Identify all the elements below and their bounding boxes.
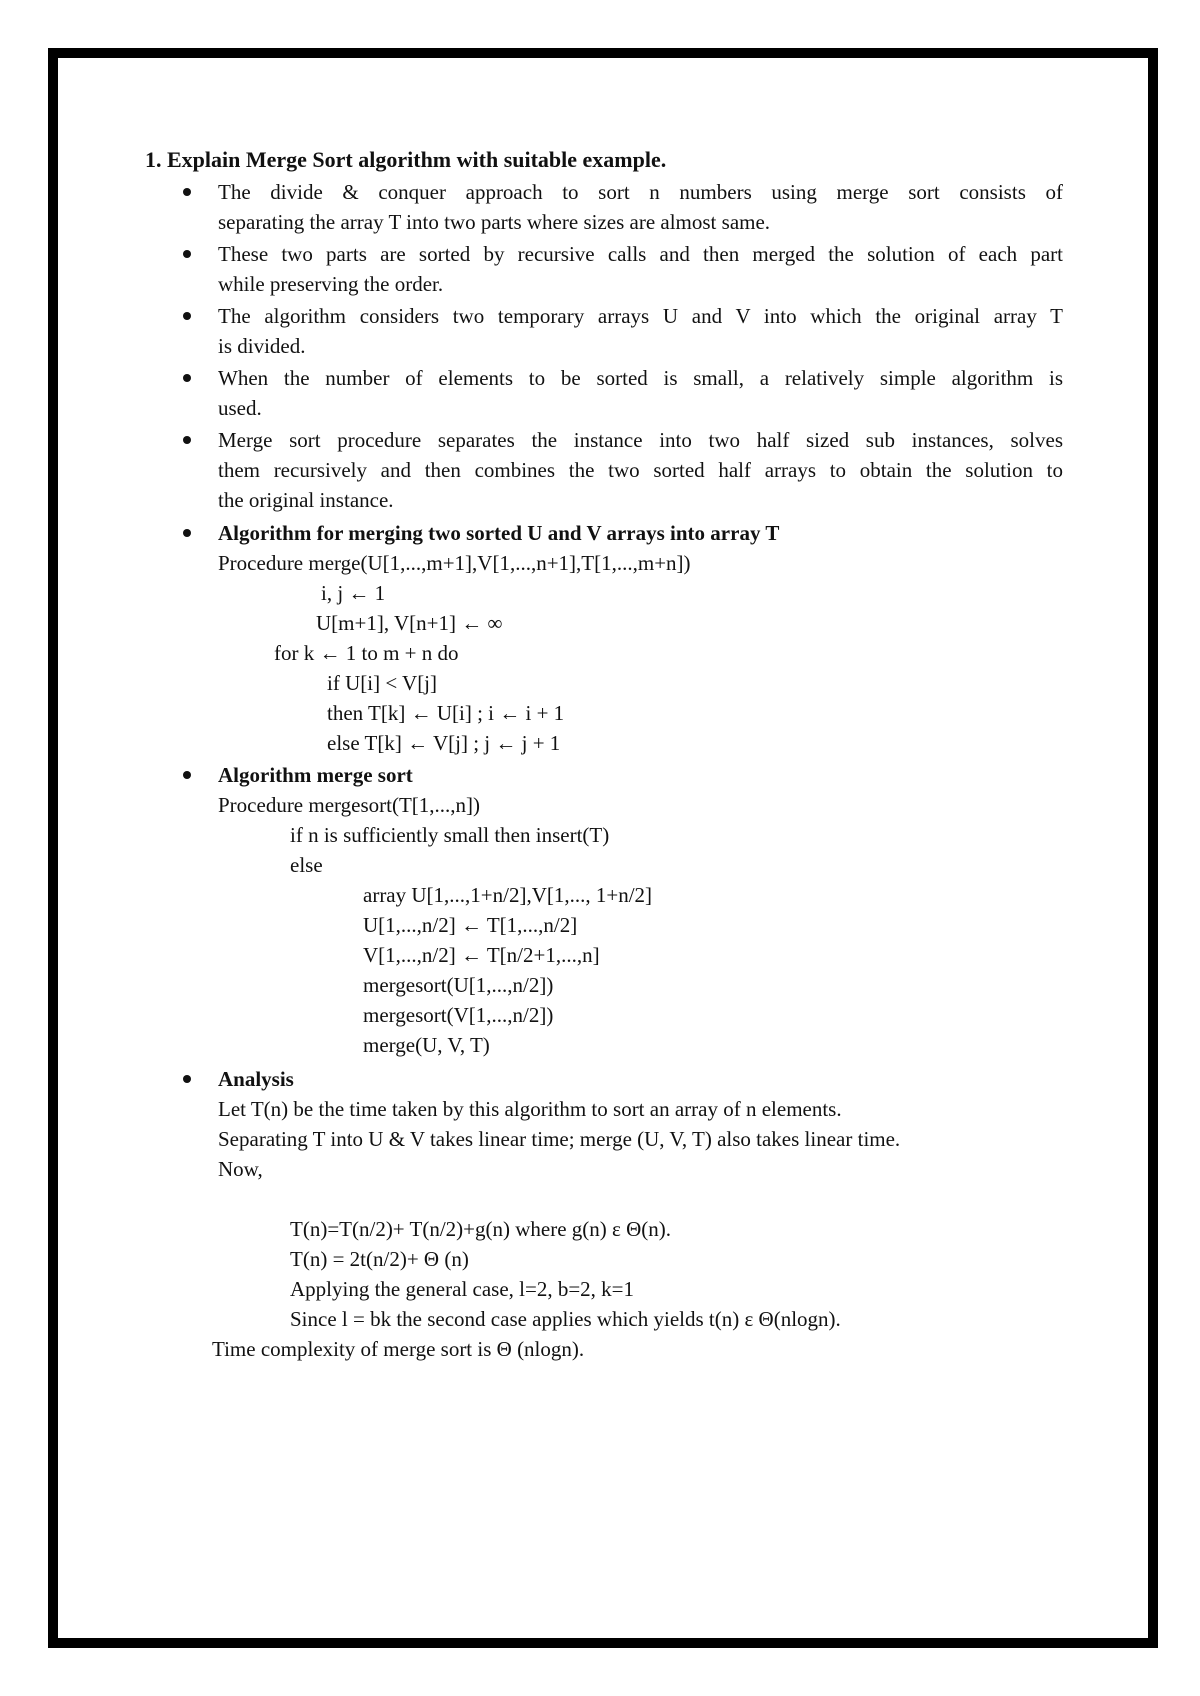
bullet-3-line-1: The algorithm considers two temporary arrays U and V into which the original array T xyxy=(218,304,1063,328)
bullet-2-line-1: These two parts are sorted by recursive calls and then merged the solution of each part xyxy=(218,242,1063,266)
merge-algorithm-heading: Algorithm for merging two sorted U and V arrays into array T xyxy=(218,521,780,545)
code-line: mergesort(V[1,...,n/2]) xyxy=(363,1003,554,1027)
code-line: else xyxy=(290,853,323,877)
code-line: array U[1,...,1+n/2],V[1,..., 1+n/2] xyxy=(363,883,653,907)
analysis-line: Let T(n) be the time taken by this algorithm to sort an array of n elements. xyxy=(218,1097,842,1121)
bullet-dot xyxy=(183,374,191,382)
code-line: Procedure mergesort(T[1,...,n]) xyxy=(218,793,481,817)
bullet-dot xyxy=(183,436,191,444)
code-line: mergesort(U[1,...,n/2]) xyxy=(363,973,554,997)
bullet-dot xyxy=(183,250,191,258)
analysis-math-line: Applying the general case, l=2, b=2, k=1 xyxy=(290,1277,635,1301)
bullet-dot xyxy=(183,312,191,320)
bullet-dot xyxy=(183,188,191,196)
bullet-5-line-2: them recursively and then combines the two sorted half arrays to obtain the solution to xyxy=(218,458,1063,482)
analysis-line: Now, xyxy=(218,1157,263,1181)
analysis-math-line: Since l = bk the second case applies which yields t(n) ε Θ(nlogn). xyxy=(290,1307,841,1331)
analysis-math-line: T(n) = 2t(n/2)+ Θ (n) xyxy=(290,1247,469,1271)
mergesort-algorithm-heading: Algorithm merge sort xyxy=(218,763,413,787)
code-line: if U[i] < V[j] xyxy=(327,671,438,695)
analysis-conclusion: Time complexity of merge sort is Θ (nlogn). xyxy=(212,1337,585,1361)
code-line: U[m+1], V[n+1] ← ∞ xyxy=(316,611,503,635)
code-line: V[1,...,n/2] ← T[n/2+1,...,n] xyxy=(363,943,600,967)
question-title: 1. Explain Merge Sort algorithm with suitable example. xyxy=(145,147,667,172)
bullet-4-line-1: When the number of elements to be sorted is small, a relatively simple algorithm is xyxy=(218,366,1063,390)
bullet-1-line-1: The divide & conquer approach to sort n numbers using merge sort consists of xyxy=(218,180,1063,204)
code-line: then T[k] ← U[i] ; i ← i + 1 xyxy=(327,701,565,725)
bullet-5-line-1: Merge sort procedure separates the instance into two half sized sub instances, solves xyxy=(218,428,1063,452)
code-line: if n is sufficiently small then insert(T) xyxy=(290,823,610,847)
bullet-dot xyxy=(183,1075,191,1083)
bullet-2-line-2: while preserving the order. xyxy=(218,272,444,296)
code-line: merge(U, V, T) xyxy=(363,1033,490,1057)
bullet-dot xyxy=(183,771,191,779)
analysis-heading: Analysis xyxy=(218,1067,294,1091)
code-line: Procedure merge(U[1,...,m+1],V[1,...,n+1],T[1,...,m+n]) xyxy=(218,551,691,575)
analysis-line: Separating T into U & V takes linear time; merge (U, V, T) also takes linear time. xyxy=(218,1127,901,1151)
bullet-4-line-2: used. xyxy=(218,396,262,420)
bullet-1-line-2: separating the array T into two parts where sizes are almost same. xyxy=(218,210,771,234)
bullet-3-line-2: is divided. xyxy=(218,334,306,358)
bullet-5-line-3: the original instance. xyxy=(218,488,394,512)
code-line: else T[k] ← V[j] ; j ← j + 1 xyxy=(327,731,561,755)
code-line: U[1,...,n/2] ← T[1,...,n/2] xyxy=(363,913,578,937)
bullet-dot xyxy=(183,529,191,537)
analysis-math-line: T(n)=T(n/2)+ T(n/2)+g(n) where g(n) ε Θ(n). xyxy=(290,1217,672,1241)
code-line: i, j ← 1 xyxy=(321,581,386,605)
code-line: for k ← 1 to m + n do xyxy=(274,641,459,665)
